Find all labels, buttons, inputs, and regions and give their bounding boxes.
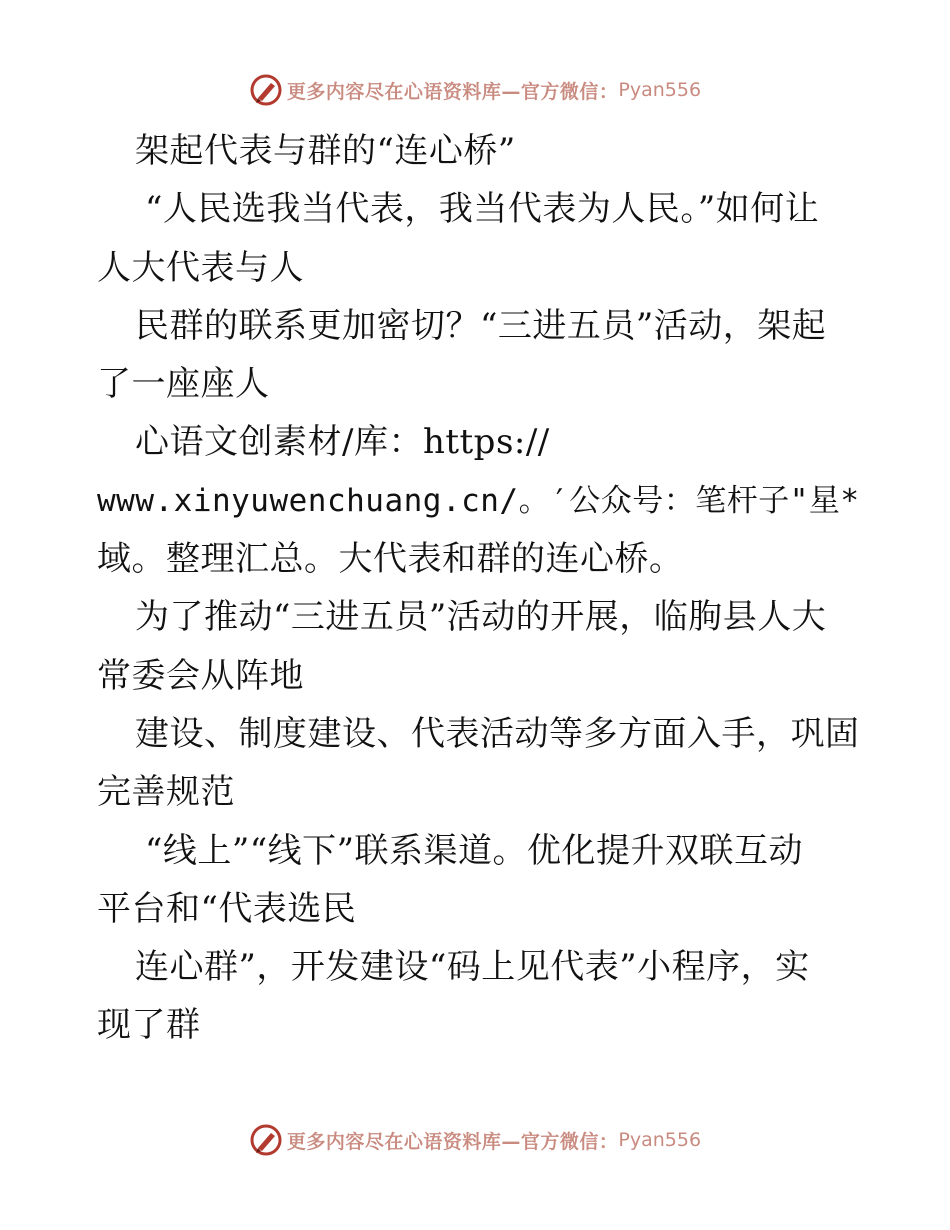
footer-watermark [0, 1120, 950, 1160]
body-line: 民群的联系更加密切？“三进五员”活动，架起 [135, 305, 827, 346]
body-line: 心语文创素材/库：https:// [135, 422, 550, 463]
body-line: “人民选我当代表，我当代表为人民。”如何让 [145, 189, 820, 230]
body-line: “线上”“线下”联系渠道。优化提升双联互动 [145, 830, 804, 871]
header-watermark [0, 70, 950, 110]
body-line: 现了群 [97, 1005, 201, 1046]
body-line: 完善规范 [97, 772, 235, 813]
body-line: 建设、制度建设、代表活动等多方面入手，巩固 [135, 713, 860, 754]
body-line: 人大代表与人 [97, 247, 304, 288]
body-line: 平台和“代表选民 [97, 888, 357, 929]
watermark-contact: Pyan556 [618, 1129, 702, 1151]
watermark-text: 更多内容尽在心语资料库—官方微信： [286, 80, 619, 103]
pen-logo-icon [249, 1123, 283, 1157]
body-line: 架起代表与群的“连心桥” [135, 131, 516, 171]
document-body [97, 122, 860, 1055]
body-line: 域。整理汇总。大代表和群的连心桥。 [97, 539, 684, 580]
body-line: 为了推动“三进五员”活动的开展，临朐县人大 [135, 597, 827, 638]
body-line: www.xinyuwenchuang.cn/。′公众号：笔杆子"星* [97, 482, 860, 519]
body-line: 连心群”，开发建设“码上见代表”小程序，实 [135, 947, 810, 988]
body-line: 常委会从阵地 [97, 655, 304, 696]
pen-logo-icon [249, 73, 283, 107]
body-line: 了一座座人 [97, 364, 270, 405]
watermark-text: 更多内容尽在心语资料库—官方微信： [286, 1130, 619, 1153]
watermark-contact: Pyan556 [618, 79, 702, 101]
